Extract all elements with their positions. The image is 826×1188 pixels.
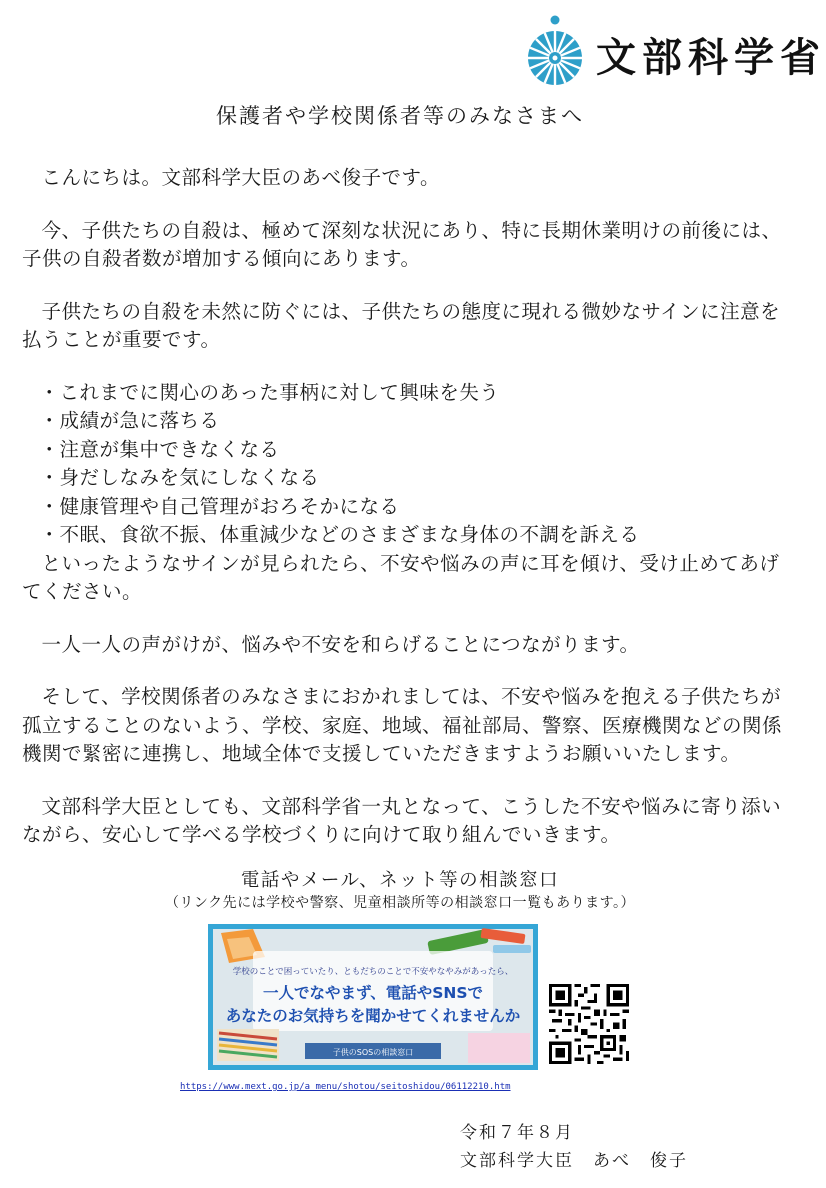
- sign-item: ・注意が集中できなくなる: [39, 437, 280, 461]
- paragraph-3: といったようなサインが見られたら、不安や悩みの声に耳を傾け、受け止めてあげてください。: [22, 551, 780, 603]
- sos-banner-link[interactable]: [208, 924, 538, 1070]
- sign-item: ・身だしなみを気にしなくなる: [39, 466, 320, 489]
- sign-item: ・健康管理や自己管理がおろそかになる: [39, 494, 400, 518]
- sign-item: ・成績が急に落ちる: [39, 409, 220, 432]
- consult-subtitle: （リンク先には学校や警察、児童相談所等の相談窓口一覧もあります。）: [164, 895, 636, 911]
- ministry-name: 文部科学省: [596, 35, 826, 81]
- letter-date: 令和７年８月: [460, 1123, 574, 1143]
- sign-item: ・不眠、食欲不振、体重減少などのさまざまな身体の不調を訴える: [39, 523, 640, 546]
- paragraph-4: 一人一人の声がけが、悩みや不安を和らげることにつながります。: [41, 632, 640, 656]
- qr-code-icon[interactable]: [549, 984, 629, 1064]
- paragraph-1: 今、子供たちの自殺は、極めて深刻な状況にあり、特に長期休業明けの前後には、子供の自殺者数が増加する傾向にあります。: [22, 218, 782, 270]
- sign-item: ・これまでに関心のあった事柄に対して興味を失う: [39, 380, 500, 404]
- letter-body: [22, 164, 782, 850]
- info-link[interactable]: https://www.mext.go.jp/a_menu/shotou/seitoshidou/06112210.htm: [180, 1082, 511, 1092]
- banner-line-3: あなたのお気持ちを聞かせてくれませんか: [225, 1007, 521, 1025]
- consult-title: 電話やメール、ネット等の相談窓口: [240, 870, 560, 891]
- greeting: こんにちは。文部科学大臣のあべ俊子です。: [41, 166, 440, 189]
- paragraph-5: そして、学校関係者のみなさまにおかれましては、不安や悩みを抱える子供たちが孤立することのないよう、学校、家庭、地域、福祉部局、警察、医療機関などの関係機関で緊密に連携し、地域全体で支援していただきますようお願いいたします。: [22, 685, 783, 765]
- banner-line-1: 学校のことで困っていたり、ともだちのことで不安やなやみがあったら、: [232, 967, 514, 977]
- signature: 文部科学大臣 あべ 俊子: [460, 1151, 688, 1171]
- paragraph-2: 子供たちの自殺を未然に防ぐには、子供たちの態度に現れる微妙なサインに注意を払うことが重要です。: [22, 299, 781, 351]
- banner-image: [213, 929, 533, 1065]
- page-title: 保護者や学校関係者等のみなさまへ: [216, 104, 584, 128]
- paragraph-6: 文部科学大臣としても、文部科学省一丸となって、こうした不安や悩みに寄り添いながら、安心して学べる学校づくりに向けて取り組んでいきます。: [22, 794, 782, 846]
- mext-logo: [526, 14, 826, 90]
- mext-emblem-icon: [526, 14, 588, 90]
- banner-footer: 子供のSOSの相談窓口: [332, 1048, 414, 1057]
- banner-line-2: 一人でなやまず、電話やSNSで: [262, 984, 484, 1002]
